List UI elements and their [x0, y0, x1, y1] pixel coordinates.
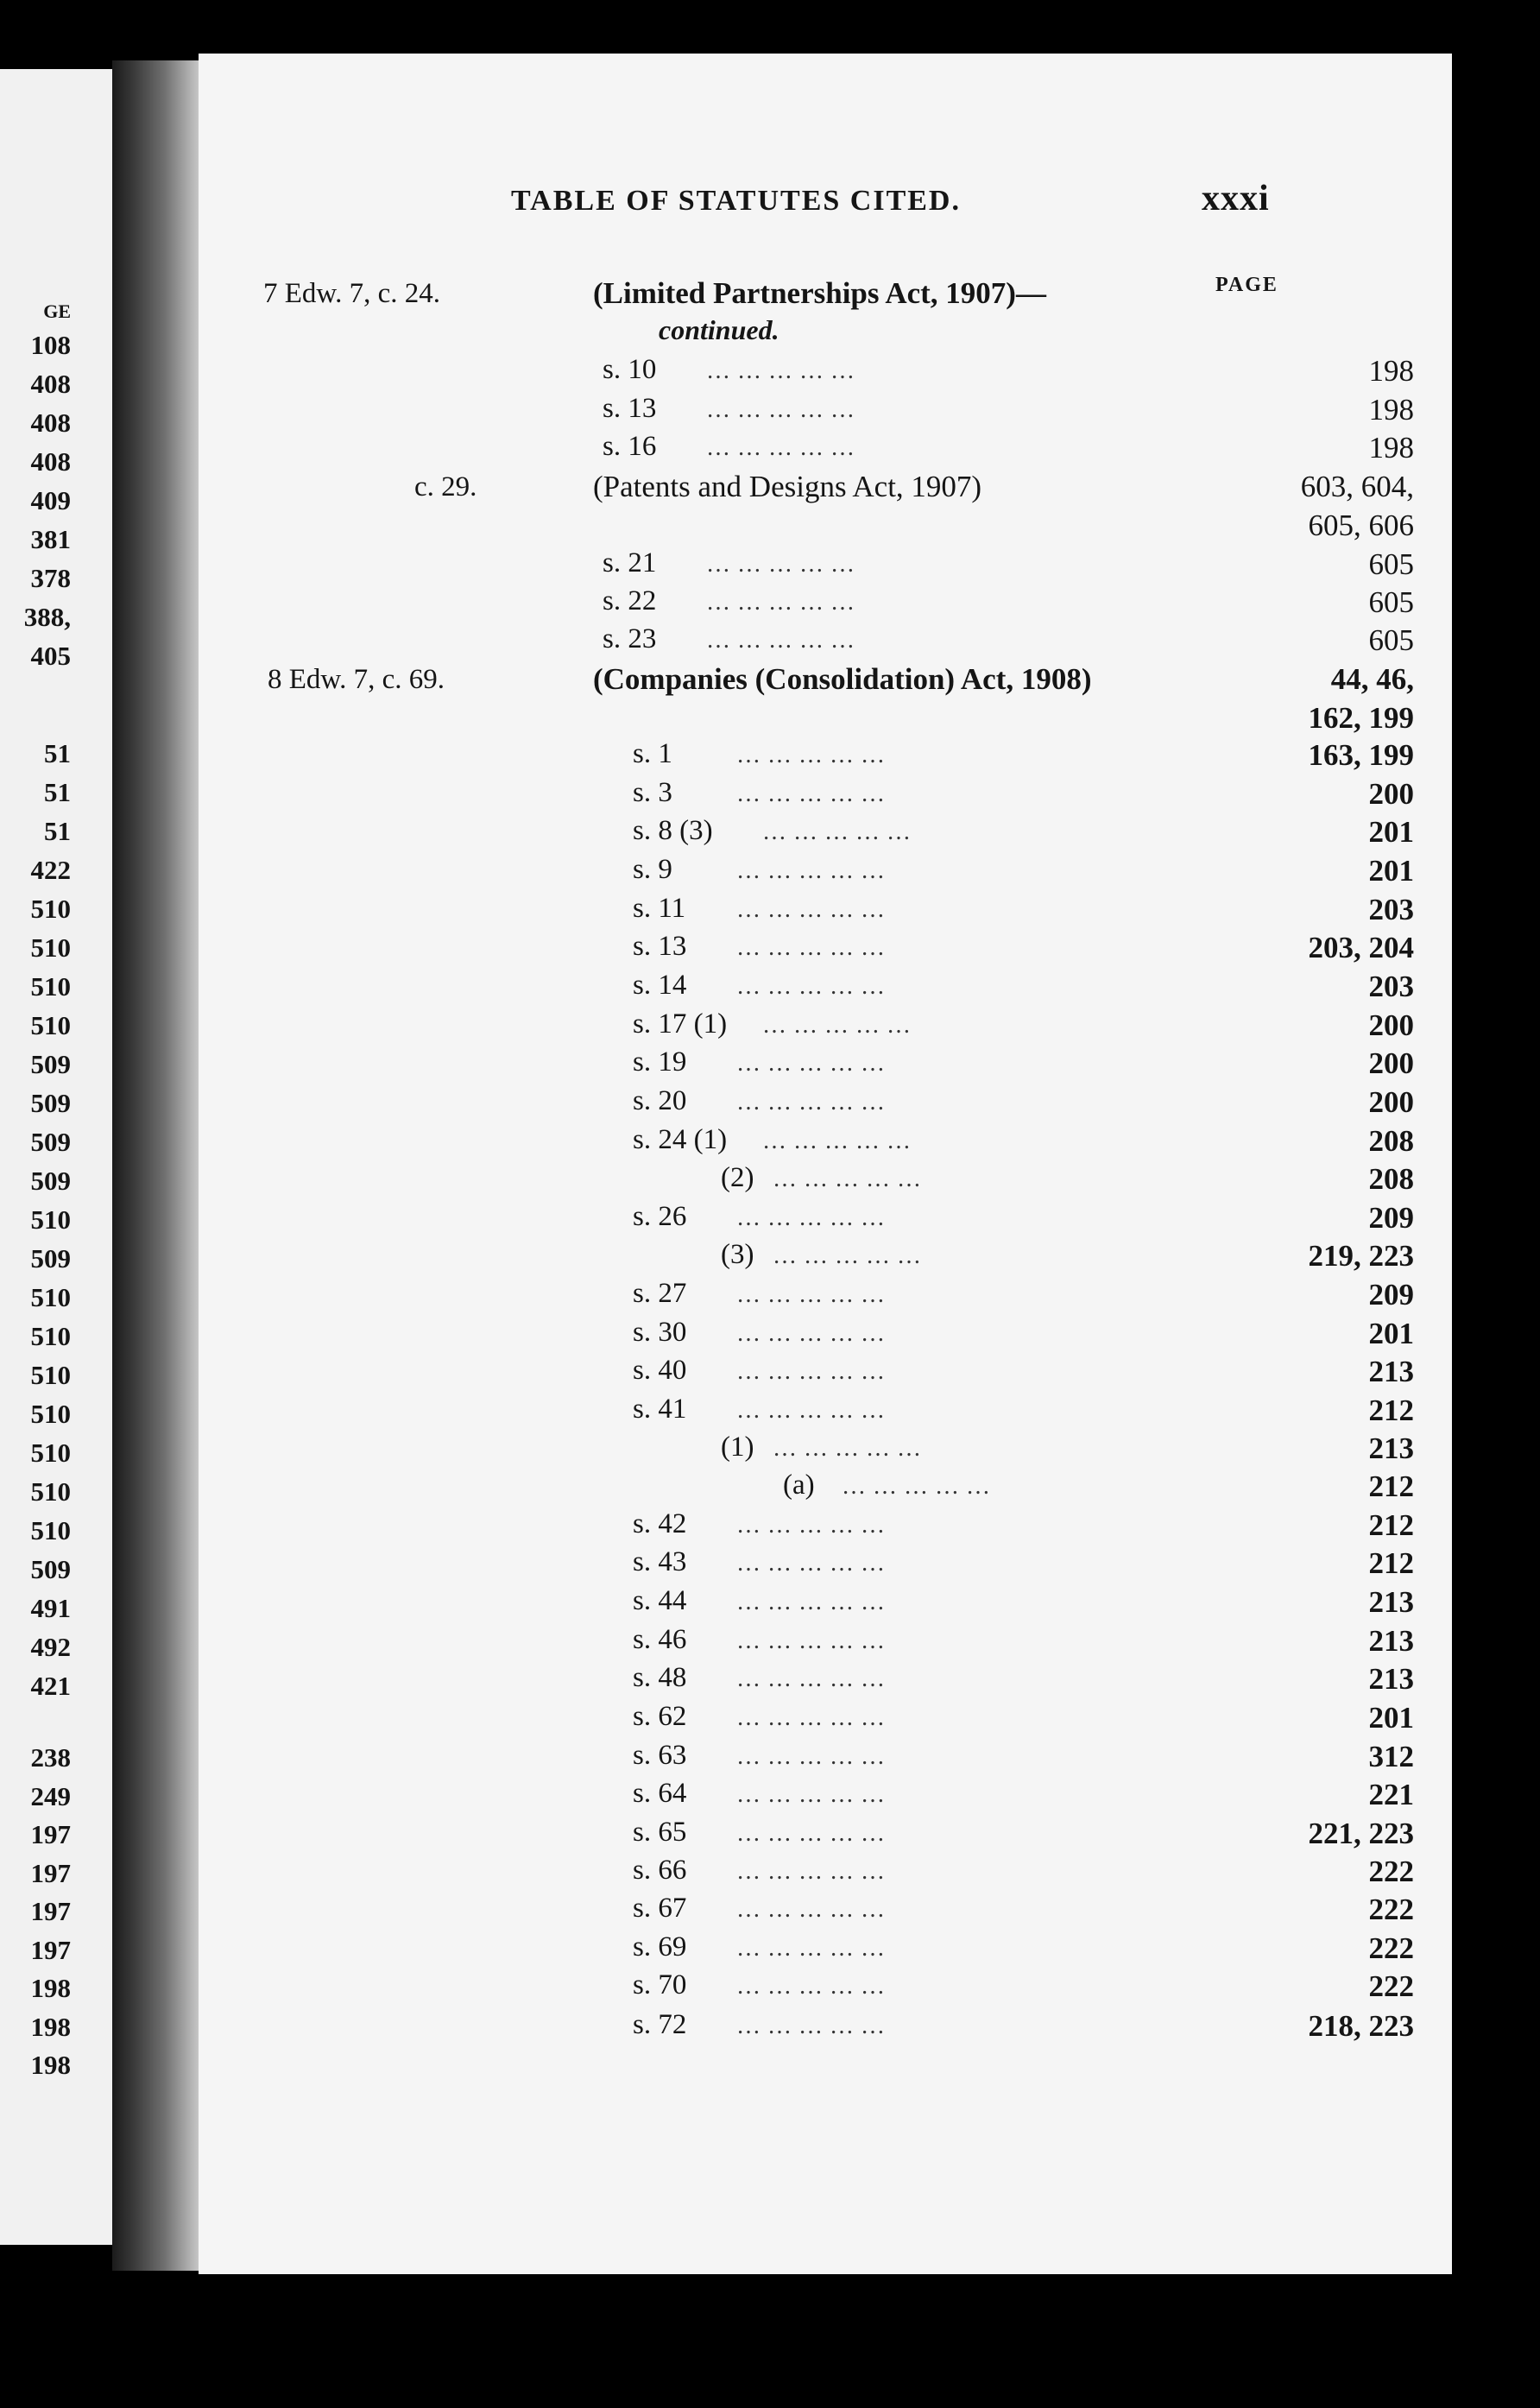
prev-page-number: 378: [30, 563, 71, 593]
page-reference: 221, 223: [1308, 1817, 1414, 1850]
page-title: TABLE OF STATUTES CITED.: [511, 185, 961, 217]
prev-page-number: 510: [30, 1321, 71, 1351]
prev-page-number: 408: [30, 408, 71, 438]
prev-page-number: 405: [30, 641, 71, 671]
dot-leader: … … … … …: [762, 818, 912, 845]
section-ref: s. 41: [633, 1394, 687, 1425]
dot-leader: … … … … …: [706, 589, 855, 616]
prev-page-number: 408: [30, 369, 71, 399]
section-ref: s. 20: [633, 1085, 687, 1116]
prev-page-number: 510: [30, 1476, 71, 1507]
prev-page-number: 422: [30, 855, 71, 885]
prev-page-number: 491: [30, 1593, 71, 1623]
book-gutter: [112, 60, 199, 2271]
page-reference: 203: [1368, 893, 1414, 926]
dot-leader: … … … … …: [773, 1166, 922, 1192]
section-ref: s. 66: [633, 1855, 687, 1886]
page-reference: 213: [1368, 1662, 1414, 1696]
page-reference: 200: [1368, 777, 1414, 811]
dot-leader: … … … … …: [736, 1781, 886, 1808]
act-title: (Patents and Designs Act, 1907): [593, 470, 982, 503]
dot-leader: … … … … …: [736, 1973, 886, 2000]
page-reference: 201: [1368, 815, 1414, 849]
dot-leader: … … … … …: [706, 357, 855, 384]
subsection-ref: (a): [783, 1469, 815, 1501]
prev-page-number: 510: [30, 1438, 71, 1468]
folio: xxxi: [1202, 179, 1270, 218]
page-reference: 162, 199: [1308, 701, 1414, 735]
dot-leader: … … … … …: [706, 627, 855, 654]
prev-page-number: 197: [30, 1934, 71, 1965]
section-ref: s. 1: [633, 738, 672, 769]
page-reference: 222: [1368, 1969, 1414, 2003]
dot-leader: … … … … …: [736, 1589, 886, 1615]
prev-page-number: 510: [30, 1360, 71, 1390]
dot-leader: … … … … …: [706, 551, 855, 578]
page-reference: 213: [1368, 1432, 1414, 1465]
prev-page-number: 238: [30, 1742, 71, 1773]
section-ref: s. 40: [633, 1355, 687, 1386]
continued-label: continued.: [659, 314, 779, 345]
section-ref: s. 48: [633, 1662, 687, 1693]
page-reference: 198: [1368, 431, 1414, 465]
section-ref: s. 69: [633, 1931, 687, 1962]
section-ref: s. 43: [633, 1546, 687, 1577]
dot-leader: … … … … …: [736, 1320, 886, 1347]
dot-leader: … … … … …: [736, 1935, 886, 1962]
dot-leader: … … … … …: [736, 1397, 886, 1424]
prev-page-number: 51: [44, 816, 71, 846]
act-title: (Limited Partnerships Act, 1907)—: [593, 276, 1046, 310]
prev-page-number: 510: [30, 894, 71, 924]
prev-page-number: 509: [30, 1049, 71, 1079]
page-reference: 605, 606: [1308, 509, 1414, 542]
page-reference: 208: [1368, 1162, 1414, 1196]
prev-page-number: 51: [44, 738, 71, 768]
act-title: (Companies (Consolidation) Act, 1908): [593, 662, 1092, 696]
dot-leader: … … … … …: [736, 1281, 886, 1308]
prev-page-number: 510: [30, 1010, 71, 1040]
section-ref: s. 10: [603, 354, 657, 385]
dot-leader: … … … … …: [762, 1128, 912, 1154]
prev-page-column-heading: GE: [43, 300, 71, 322]
prev-page-number: 197: [30, 1857, 71, 1888]
dot-leader: … … … … …: [736, 1704, 886, 1731]
section-ref: s. 8 (3): [633, 815, 713, 846]
page-reference: 200: [1368, 1046, 1414, 1080]
section-ref: s. 44: [633, 1585, 687, 1616]
prev-page-number: 197: [30, 1819, 71, 1849]
dot-leader: … … … … …: [706, 434, 855, 461]
dot-leader: … … … … …: [736, 1627, 886, 1654]
prev-page-number: 409: [30, 485, 71, 515]
dot-leader: … … … … …: [736, 1858, 886, 1885]
dot-leader: … … … … …: [736, 742, 886, 768]
section-ref: s. 23: [603, 623, 657, 654]
section-ref: s. 13: [633, 931, 687, 962]
page-reference: 219, 223: [1308, 1239, 1414, 1273]
dot-leader: … … … … …: [736, 1358, 886, 1385]
section-ref: s. 14: [633, 970, 687, 1001]
dot-leader: … … … … …: [773, 1242, 922, 1269]
page-reference: 163, 199: [1308, 738, 1414, 772]
dot-leader: … … … … …: [736, 2013, 886, 2039]
prev-page-number: 510: [30, 1399, 71, 1429]
dot-leader: … … … … …: [736, 1743, 886, 1770]
page-reference: 203: [1368, 970, 1414, 1003]
page-reference: 212: [1368, 1546, 1414, 1580]
prev-page-number: 509: [30, 1243, 71, 1274]
page-reference: 200: [1368, 1008, 1414, 1042]
section-ref: s. 21: [603, 547, 657, 578]
page-reference: 212: [1368, 1508, 1414, 1542]
statute-citation: c. 29.: [414, 471, 477, 502]
section-ref: s. 17 (1): [633, 1008, 728, 1040]
dot-leader: … … … … …: [842, 1473, 991, 1500]
section-ref: s. 19: [633, 1046, 687, 1078]
prev-page-number: 509: [30, 1127, 71, 1157]
running-head: [199, 179, 1452, 235]
section-ref: s. 22: [603, 585, 657, 616]
page-reference: 213: [1368, 1585, 1414, 1619]
page-reference: 44, 46,: [1330, 662, 1414, 696]
page-reference: 213: [1368, 1355, 1414, 1388]
dot-leader: … … … … …: [736, 1050, 886, 1077]
dot-leader: … … … … …: [736, 1204, 886, 1231]
prev-page-number: 51: [44, 777, 71, 807]
page-reference: 213: [1368, 1624, 1414, 1658]
page-reference: 212: [1368, 1469, 1414, 1503]
page-reference: 198: [1368, 354, 1414, 388]
section-ref: s. 42: [633, 1508, 687, 1539]
prev-page-number: 198: [30, 1973, 71, 2003]
page-reference: 221: [1368, 1778, 1414, 1811]
prev-page-number: 421: [30, 1671, 71, 1701]
page-reference: 605: [1368, 547, 1414, 581]
subsection-ref: (2): [721, 1162, 754, 1193]
statute-citation: 7 Edw. 7, c. 24.: [263, 278, 440, 309]
dot-leader: … … … … …: [736, 1665, 886, 1692]
page-reference: 222: [1368, 1893, 1414, 1926]
prev-page-number: 510: [30, 1515, 71, 1545]
page-reference: 201: [1368, 1701, 1414, 1735]
prev-page-number: 510: [30, 971, 71, 1002]
section-ref: s. 16: [603, 431, 657, 462]
page-reference: 209: [1368, 1201, 1414, 1235]
dot-leader: … … … … …: [736, 1550, 886, 1577]
prev-page-number: 509: [30, 1166, 71, 1196]
prev-page-number: 197: [30, 1896, 71, 1926]
prev-page-number: 388,: [23, 602, 71, 632]
dot-leader: … … … … …: [736, 1820, 886, 1847]
section-ref: s. 13: [603, 393, 657, 424]
section-ref: s. 65: [633, 1817, 687, 1848]
section-ref: s. 30: [633, 1317, 687, 1348]
dot-leader: … … … … …: [736, 973, 886, 1000]
section-ref: s. 27: [633, 1278, 687, 1309]
prev-page-number: 492: [30, 1632, 71, 1662]
prev-page-number: 510: [30, 1282, 71, 1312]
page-reference: 218, 223: [1308, 2009, 1414, 2043]
section-ref: s. 62: [633, 1701, 687, 1732]
prev-page-number: 108: [30, 330, 71, 360]
page-reference: 222: [1368, 1931, 1414, 1965]
dot-leader: … … … … …: [773, 1435, 922, 1462]
page-reference: 212: [1368, 1394, 1414, 1427]
prev-page-number: 510: [30, 932, 71, 963]
page-column-heading: PAGE: [1215, 274, 1278, 296]
dot-leader: … … … … …: [736, 1089, 886, 1116]
page-reference: 201: [1368, 854, 1414, 888]
page-reference: 208: [1368, 1124, 1414, 1158]
dot-leader: … … … … …: [736, 1896, 886, 1923]
page-reference: 200: [1368, 1085, 1414, 1119]
page-reference: 605: [1368, 623, 1414, 657]
prev-page-number: 198: [30, 2011, 71, 2042]
prev-page-number: 381: [30, 524, 71, 554]
dot-leader: … … … … …: [736, 781, 886, 807]
dot-leader: … … … … …: [736, 1512, 886, 1539]
prev-page-number: 198: [30, 2050, 71, 2080]
section-ref: s. 72: [633, 2009, 687, 2040]
page-reference: 203, 204: [1308, 931, 1414, 964]
section-ref: s. 46: [633, 1624, 687, 1655]
section-ref: s. 9: [633, 854, 672, 885]
section-ref: s. 64: [633, 1778, 687, 1809]
prev-page-number: 509: [30, 1554, 71, 1584]
page-reference: 209: [1368, 1278, 1414, 1311]
page-reference: 603, 604,: [1300, 470, 1414, 503]
section-ref: s. 3: [633, 777, 672, 808]
prev-page-number: 509: [30, 1088, 71, 1118]
section-ref: s. 70: [633, 1969, 687, 2000]
dot-leader: … … … … …: [736, 934, 886, 961]
subsection-ref: (3): [721, 1239, 754, 1270]
section-ref: s. 24 (1): [633, 1124, 728, 1155]
section-ref: s. 26: [633, 1201, 687, 1232]
dot-leader: … … … … …: [736, 857, 886, 884]
dot-leader: … … … … …: [706, 396, 855, 423]
prev-page-number: 249: [30, 1780, 71, 1811]
dot-leader: … … … … …: [736, 896, 886, 923]
prev-page-number: 408: [30, 446, 71, 477]
section-ref: s. 63: [633, 1740, 687, 1771]
dot-leader: … … … … …: [762, 1012, 912, 1039]
prev-page-number: 510: [30, 1204, 71, 1235]
page-reference: 201: [1368, 1317, 1414, 1350]
subsection-ref: (1): [721, 1432, 754, 1463]
section-ref: s. 67: [633, 1893, 687, 1924]
statute-citation: 8 Edw. 7, c. 69.: [268, 664, 445, 695]
page-reference: 312: [1368, 1740, 1414, 1773]
page-reference: 198: [1368, 393, 1414, 427]
section-ref: s. 11: [633, 893, 686, 924]
page-reference: 605: [1368, 585, 1414, 619]
page-reference: 222: [1368, 1855, 1414, 1888]
page: [199, 54, 1452, 2274]
